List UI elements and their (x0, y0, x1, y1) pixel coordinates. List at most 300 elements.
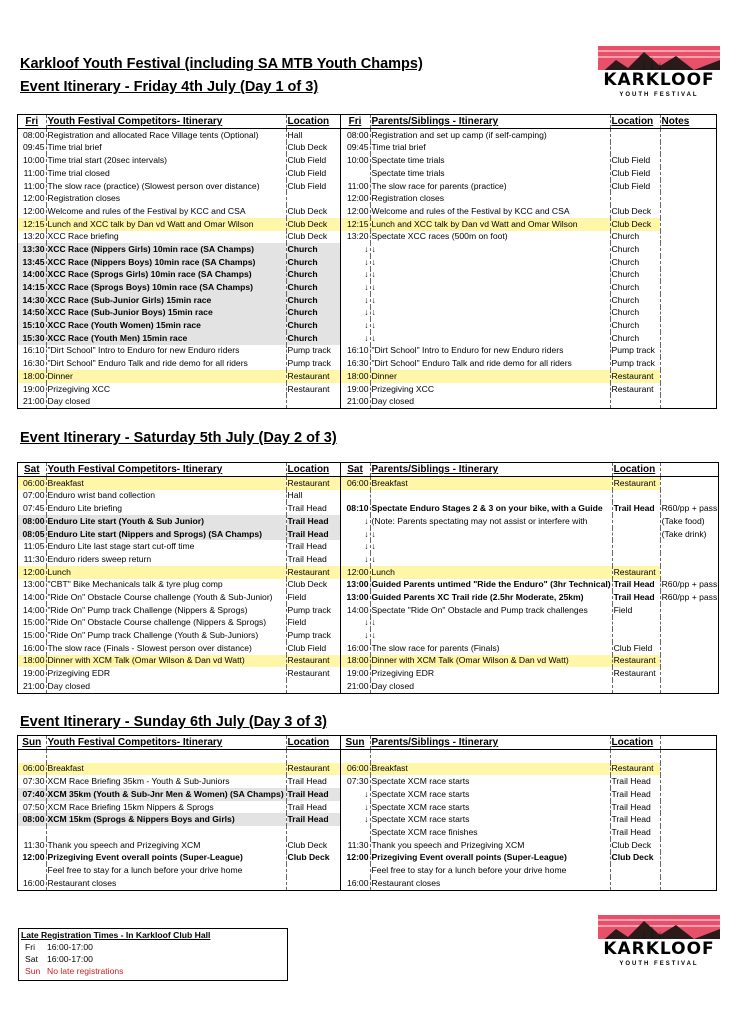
activity-cell: Lunch and XCC talk by Dan vd Watt and Omar Wilson (370, 218, 610, 231)
notes-cell (660, 490, 718, 503)
table-row (18, 269, 716, 282)
table-row (18, 332, 716, 345)
notes-cell (660, 332, 716, 345)
time-cell: 07:40 (18, 788, 46, 801)
location-cell (286, 864, 340, 877)
column-header: Location (611, 736, 654, 748)
activity-cell: Dinner with XCM Talk (Omar Wilson & Dan vd Watt) (370, 655, 612, 668)
notes-cell (660, 763, 716, 776)
location-cell: Church (610, 256, 660, 269)
location-cell: Restaurant (286, 655, 340, 668)
location-cell: Club Deck (286, 231, 340, 244)
activity-cell: Day closed (46, 680, 286, 693)
activity-cell: XCM 35km (Youth & Sub-Jnr Men & Women) (SA Champs) (46, 788, 286, 801)
activity-cell: Spectate XCC races (500m on foot) (370, 231, 610, 244)
activity-cell: Welcome and rules of the Festival by KCC and CSA (370, 205, 610, 218)
time-cell: 13:00 (340, 591, 370, 604)
column-header: Sat (347, 463, 363, 475)
location-cell: Church (610, 307, 660, 320)
time-cell: 15:00 (18, 629, 46, 642)
location-cell: Club Deck (286, 205, 340, 218)
activity-cell (370, 750, 610, 763)
time-cell: 08:00 (18, 813, 46, 826)
location-cell (610, 142, 660, 155)
activity-cell: Spectate time trials (370, 167, 610, 180)
activity-cell: "Ride On" Obstacle Course challenge (Youth & Sub-Junior) (46, 591, 286, 604)
activity-cell: The slow race for parents (Finals) (370, 642, 612, 655)
location-cell (612, 515, 660, 528)
activity-cell: Restaurant closes (46, 877, 286, 890)
activity-cell: "Dirt School" Enduro Talk and ride demo for all riders (370, 357, 610, 370)
late-row-fri: Fri 16:00-17:00 (25, 942, 93, 952)
activity-cell: ↓ (370, 528, 612, 541)
time-cell: 15:30 (18, 332, 46, 345)
time-cell: ↓ (340, 243, 370, 256)
time-cell: 13:00 (18, 579, 46, 592)
table-row (18, 877, 716, 890)
activity-cell: Prizegiving EDR (46, 667, 286, 680)
activity-cell: Enduro Lite briefing (46, 502, 286, 515)
activity-cell: XCC Race (Youth Women) 15min race (46, 319, 286, 332)
time-cell: 07:50 (18, 801, 46, 814)
time-cell: 18:00 (18, 655, 46, 668)
location-cell: Field (612, 604, 660, 617)
location-cell: Club Deck (610, 205, 660, 218)
location-cell: Club Field (286, 154, 340, 167)
activity-cell: Time trial brief (370, 142, 610, 155)
time-cell: 06:00 (18, 477, 46, 490)
activity-cell: Enduro Lite start (Nippers and Sprogs) (SA Champs) (46, 528, 286, 541)
karkloof-logo (598, 46, 720, 104)
day2-title: Event Itinerary - Saturday 5th July (Day 2 of 3) (20, 430, 337, 446)
time-cell: ↓ (340, 294, 370, 307)
column-header: Youth Festival Competitors- Itinerary (47, 115, 223, 127)
location-cell: Church (610, 269, 660, 282)
time-cell: ↓ (340, 617, 370, 630)
table-row (18, 839, 716, 852)
activity-cell: XCC Race (Sub-Junior Boys) 15min race (46, 307, 286, 320)
time-cell: ↓ (340, 281, 370, 294)
location-cell: Trail Head (612, 591, 660, 604)
time-cell: 13:20 (18, 231, 46, 244)
activity-cell: "Ride On" Pump track Challenge (Youth & Sub-Juniors) (46, 629, 286, 642)
location-cell: Restaurant (286, 763, 340, 776)
location-cell: Church (610, 332, 660, 345)
notes-cell (660, 395, 716, 408)
table-row (18, 629, 718, 642)
activity-cell: XCM Race Briefing 15km Nippers & Sprogs (46, 801, 286, 814)
location-cell: Trail Head (286, 801, 340, 814)
activity-cell: Breakfast (46, 477, 286, 490)
location-cell: Club Deck (610, 218, 660, 231)
location-cell: Club Field (610, 167, 660, 180)
location-cell: Pump track (286, 357, 340, 370)
notes-cell (660, 180, 716, 193)
location-cell: Club Deck (610, 852, 660, 865)
table-row (18, 750, 716, 763)
table-row (18, 383, 716, 396)
notes-cell (660, 243, 716, 256)
late-row-sat: Sat 16:00-17:00 (25, 954, 93, 964)
activity-cell: Spectate XCM race starts (370, 775, 610, 788)
table-row (18, 167, 716, 180)
location-cell (612, 617, 660, 630)
time-cell: 08:10 (340, 502, 370, 515)
activity-cell: "Ride On" Obstacle Course challenge (Nippers & Sprogs) (46, 617, 286, 630)
activity-cell (46, 750, 286, 763)
time-cell: 12:00 (18, 566, 46, 579)
activity-cell: Time trial start (20sec intervals) (46, 154, 286, 167)
location-cell: Club Deck (286, 852, 340, 865)
notes-cell (660, 142, 716, 155)
activity-cell: Dinner (370, 370, 610, 383)
activity-cell: Registration closes (46, 192, 286, 205)
location-cell: Pump track (286, 604, 340, 617)
notes-cell (660, 826, 716, 839)
time-cell: 16:30 (340, 357, 370, 370)
activity-cell: Prizegiving Event overall points (Super-League) (46, 852, 286, 865)
activity-cell: ↓ (370, 319, 610, 332)
time-cell: ↓ (340, 788, 370, 801)
location-cell (286, 680, 340, 693)
activity-cell: Registration closes (370, 192, 610, 205)
location-cell: Trail Head (286, 515, 340, 528)
time-cell: 12:00 (18, 192, 46, 205)
table-row (18, 763, 716, 776)
location-cell: Club Field (610, 180, 660, 193)
activity-cell: Welcome and rules of the Festival by KCC and CSA (46, 205, 286, 218)
location-cell: Restaurant (612, 655, 660, 668)
location-cell: Trail Head (610, 813, 660, 826)
location-cell: Trail Head (612, 502, 660, 515)
activity-cell: Prizegiving XCC (370, 383, 610, 396)
location-cell: Trail Head (286, 540, 340, 553)
late-registration-box (18, 928, 288, 981)
activity-cell: Feel free to stay for a lunch before your drive home (46, 864, 286, 877)
activity-cell: Day closed (370, 680, 612, 693)
time-cell: 18:00 (340, 655, 370, 668)
table-row (18, 154, 716, 167)
location-cell: Restaurant (612, 566, 660, 579)
time-cell: 16:30 (18, 357, 46, 370)
time-cell (340, 864, 370, 877)
activity-cell: Enduro Lite last stage start cut-off time (46, 540, 286, 553)
table-row (18, 813, 716, 826)
logo-subtitle: YOUTH FESTIVAL (619, 92, 699, 98)
location-cell: Restaurant (610, 370, 660, 383)
location-cell (286, 395, 340, 408)
time-cell: 11:05 (18, 540, 46, 553)
activity-cell: ↓ (370, 332, 610, 345)
time-cell: 09:45 (340, 142, 370, 155)
time-cell: ↓ (340, 553, 370, 566)
activity-cell: Spectate XCM race starts (370, 813, 610, 826)
time-cell: 19:00 (18, 383, 46, 396)
location-cell (612, 680, 660, 693)
notes-cell (660, 231, 716, 244)
notes-cell (660, 839, 716, 852)
column-header: Sun (345, 736, 365, 748)
time-cell (340, 826, 370, 839)
table-row (18, 642, 718, 655)
notes-cell (660, 167, 716, 180)
location-cell: Trail Head (286, 813, 340, 826)
activity-cell: Lunch (46, 566, 286, 579)
activity-cell: Day closed (370, 395, 610, 408)
notes-cell (660, 750, 716, 763)
time-cell: 21:00 (18, 395, 46, 408)
location-cell: Club Field (610, 154, 660, 167)
activity-cell: Dinner (46, 370, 286, 383)
time-cell: 19:00 (18, 667, 46, 680)
time-cell (18, 750, 46, 763)
location-cell: Trail Head (610, 788, 660, 801)
activity-cell: Enduro Lite start (Youth & Sub Junior) (46, 515, 286, 528)
activity-cell: Spectate "Ride On" Obstacle and Pump track challenges (370, 604, 612, 617)
location-cell: Club Deck (286, 579, 340, 592)
location-cell: Club Deck (286, 142, 340, 155)
table-row (18, 680, 718, 693)
activity-cell: ↓ (370, 307, 610, 320)
table-row (18, 566, 718, 579)
time-cell (340, 167, 370, 180)
time-cell: 12:00 (340, 192, 370, 205)
location-cell: Church (286, 281, 340, 294)
location-cell: Pump track (610, 345, 660, 358)
activity-cell: "Dirt School" Intro to Enduro for new Enduro riders (370, 345, 610, 358)
location-cell: Trail Head (286, 502, 340, 515)
notes-cell (660, 604, 718, 617)
location-cell: Trail Head (612, 579, 660, 592)
activity-cell: "CBT" Bike Mechanicals talk & tyre plug comp (46, 579, 286, 592)
activity-cell: Guided Parents XC Trail ride (2.5hr Moderate, 25km) (370, 591, 612, 604)
time-cell: 07:30 (340, 775, 370, 788)
time-cell (340, 490, 370, 503)
time-cell: ↓ (340, 540, 370, 553)
location-cell: Trail Head (610, 826, 660, 839)
logo-subtitle: YOUTH FESTIVAL (619, 961, 699, 967)
late-row-sun: Sun No late registrations (25, 966, 124, 976)
table-row (18, 231, 716, 244)
location-cell: Church (286, 243, 340, 256)
activity-cell: XCC Race (Sprogs Girls) 10min race (SA Champs) (46, 269, 286, 282)
time-cell: 14:00 (340, 604, 370, 617)
location-cell: Church (610, 243, 660, 256)
time-cell: 08:00 (18, 515, 46, 528)
karkloof-logo-bottom (598, 915, 720, 973)
location-cell (286, 750, 340, 763)
table-header (18, 736, 716, 750)
location-cell: Church (286, 256, 340, 269)
activity-cell: Day closed (46, 395, 286, 408)
time-cell: 09:45 (18, 142, 46, 155)
activity-cell: Lunch (370, 566, 612, 579)
time-cell: 11:00 (18, 180, 46, 193)
activity-cell: Spectate XCM race starts (370, 788, 610, 801)
activity-cell: XCC Race (Youth Men) 15min race (46, 332, 286, 345)
location-cell: Restaurant (612, 477, 660, 490)
activity-cell: ↓ (370, 540, 612, 553)
notes-cell (660, 667, 718, 680)
location-cell: Restaurant (286, 383, 340, 396)
notes-cell (660, 269, 716, 282)
notes-cell (660, 801, 716, 814)
notes-cell (660, 877, 716, 890)
time-cell: 14:50 (18, 307, 46, 320)
notes-cell (660, 813, 716, 826)
activity-cell: Breakfast (46, 763, 286, 776)
column-header: Fri (25, 115, 39, 127)
activity-cell: XCC Race briefing (46, 231, 286, 244)
time-cell: 16:00 (340, 877, 370, 890)
table-row (18, 395, 716, 408)
table-row (18, 604, 718, 617)
time-cell: 11:00 (340, 180, 370, 193)
column-header: Location (287, 463, 330, 475)
column-header: Youth Festival Competitors- Itinerary (47, 463, 223, 475)
location-cell: Church (610, 319, 660, 332)
location-cell (610, 192, 660, 205)
location-cell: Hall (286, 129, 340, 142)
activity-cell: ↓ (370, 281, 610, 294)
time-cell: ↓ (340, 515, 370, 528)
time-cell: 14:30 (18, 294, 46, 307)
activity-cell (46, 826, 286, 839)
table-row (18, 655, 718, 668)
table-row (18, 864, 716, 877)
column-header: Location (287, 736, 330, 748)
location-cell: Club Deck (286, 218, 340, 231)
time-cell: 21:00 (340, 395, 370, 408)
time-cell: 11:00 (18, 167, 46, 180)
notes-cell (660, 788, 716, 801)
activity-cell: Prizegiving Event overall points (Super-League) (370, 852, 610, 865)
location-cell: Trail Head (286, 528, 340, 541)
activity-cell: Spectate XCM race finishes (370, 826, 610, 839)
activity-cell: Time trial brief (46, 142, 286, 155)
time-cell: 10:00 (18, 154, 46, 167)
notes-cell (660, 775, 716, 788)
table-row (18, 294, 716, 307)
activity-cell: XCC Race (Nippers Boys) 10min race (SA Champs) (46, 256, 286, 269)
location-cell: Pump track (610, 357, 660, 370)
activity-cell: Breakfast (370, 763, 610, 776)
activity-cell: "Ride On" Pump track Challenge (Nippers & Sprogs) (46, 604, 286, 617)
table-row (18, 801, 716, 814)
activity-cell (370, 490, 612, 503)
time-cell: 12:00 (340, 566, 370, 579)
location-cell (612, 528, 660, 541)
activity-cell: (Note: Parents spectating may not assist or interfere with (370, 515, 612, 528)
time-cell: 13:20 (340, 231, 370, 244)
location-cell: Pump track (286, 345, 340, 358)
location-cell: Club Field (286, 642, 340, 655)
time-cell: 11:30 (18, 839, 46, 852)
activity-cell: Thank you speech and Prizegiving XCM (46, 839, 286, 852)
notes-cell (660, 642, 718, 655)
column-header: Fri (348, 115, 362, 127)
location-cell: Church (286, 319, 340, 332)
location-cell: Hall (286, 490, 340, 503)
column-header: Parents/Siblings - Itinerary (371, 736, 499, 748)
time-cell: 06:00 (18, 763, 46, 776)
time-cell: 19:00 (340, 383, 370, 396)
time-cell: ↓ (340, 269, 370, 282)
activity-cell: Registration and allocated Race Village tents (Optional) (46, 129, 286, 142)
location-cell: Trail Head (286, 553, 340, 566)
activity-cell: ↓ (370, 617, 612, 630)
location-cell: Church (610, 294, 660, 307)
table-row (18, 218, 716, 231)
location-cell: Field (286, 617, 340, 630)
time-cell: 06:00 (340, 477, 370, 490)
notes-cell (660, 553, 718, 566)
time-cell: 13:45 (18, 256, 46, 269)
location-cell: Restaurant (286, 566, 340, 579)
sunday-itinerary-table (18, 736, 716, 890)
activity-cell: Dinner with XCM Talk (Omar Wilson & Dan vd Watt) (46, 655, 286, 668)
activity-cell: Breakfast (370, 477, 612, 490)
activity-cell: The slow race (Finals - Slowest person over distance) (46, 642, 286, 655)
time-cell: 15:10 (18, 319, 46, 332)
notes-cell (660, 540, 718, 553)
activity-cell: Feel free to stay for a lunch before your drive home (370, 864, 610, 877)
time-cell: 14:00 (18, 604, 46, 617)
location-cell: Restaurant (286, 370, 340, 383)
table-row (18, 142, 716, 155)
time-cell (18, 826, 46, 839)
table-row (18, 667, 718, 680)
time-cell: 11:30 (340, 839, 370, 852)
time-cell: 15:00 (18, 617, 46, 630)
time-cell: ↓ (340, 528, 370, 541)
activity-cell: The slow race for parents (practice) (370, 180, 610, 193)
column-header: Notes (661, 115, 690, 127)
location-cell (610, 864, 660, 877)
time-cell (18, 864, 46, 877)
notes-cell (660, 307, 716, 320)
table-row (18, 775, 716, 788)
time-cell: 16:00 (18, 642, 46, 655)
activity-cell: ↓ (370, 629, 612, 642)
notes-cell (660, 129, 716, 142)
late-registration-title: Late Registration Times - In Karkloof Club Hall (21, 930, 211, 940)
notes-cell (660, 655, 718, 668)
time-cell: ↓ (340, 801, 370, 814)
day3-title: Event Itinerary - Sunday 6th July (Day 3 of 3) (20, 714, 327, 730)
location-cell: Church (610, 231, 660, 244)
time-cell: 16:00 (18, 877, 46, 890)
location-cell: Trail Head (286, 775, 340, 788)
activity-cell: The slow race (practice) (Slowest person over distance) (46, 180, 286, 193)
logo-wordmark: KARKLOOF (598, 939, 720, 959)
notes-cell (660, 680, 718, 693)
table-row (18, 788, 716, 801)
activity-cell: Guided Parents untimed "Ride the Enduro" (3hr Technical) (371, 579, 611, 590)
time-cell: 08:00 (18, 129, 46, 142)
activity-cell: Thank you speech and Prizegiving XCM (370, 839, 610, 852)
table-row (18, 553, 718, 566)
table-row (18, 370, 716, 383)
time-cell: 14:00 (18, 591, 46, 604)
time-cell: 08:05 (18, 528, 46, 541)
table-row (18, 357, 716, 370)
location-cell: Trail Head (286, 788, 340, 801)
location-cell (286, 877, 340, 890)
saturday-itinerary-table (18, 463, 718, 693)
notes-cell (660, 256, 716, 269)
table-row (18, 490, 718, 503)
